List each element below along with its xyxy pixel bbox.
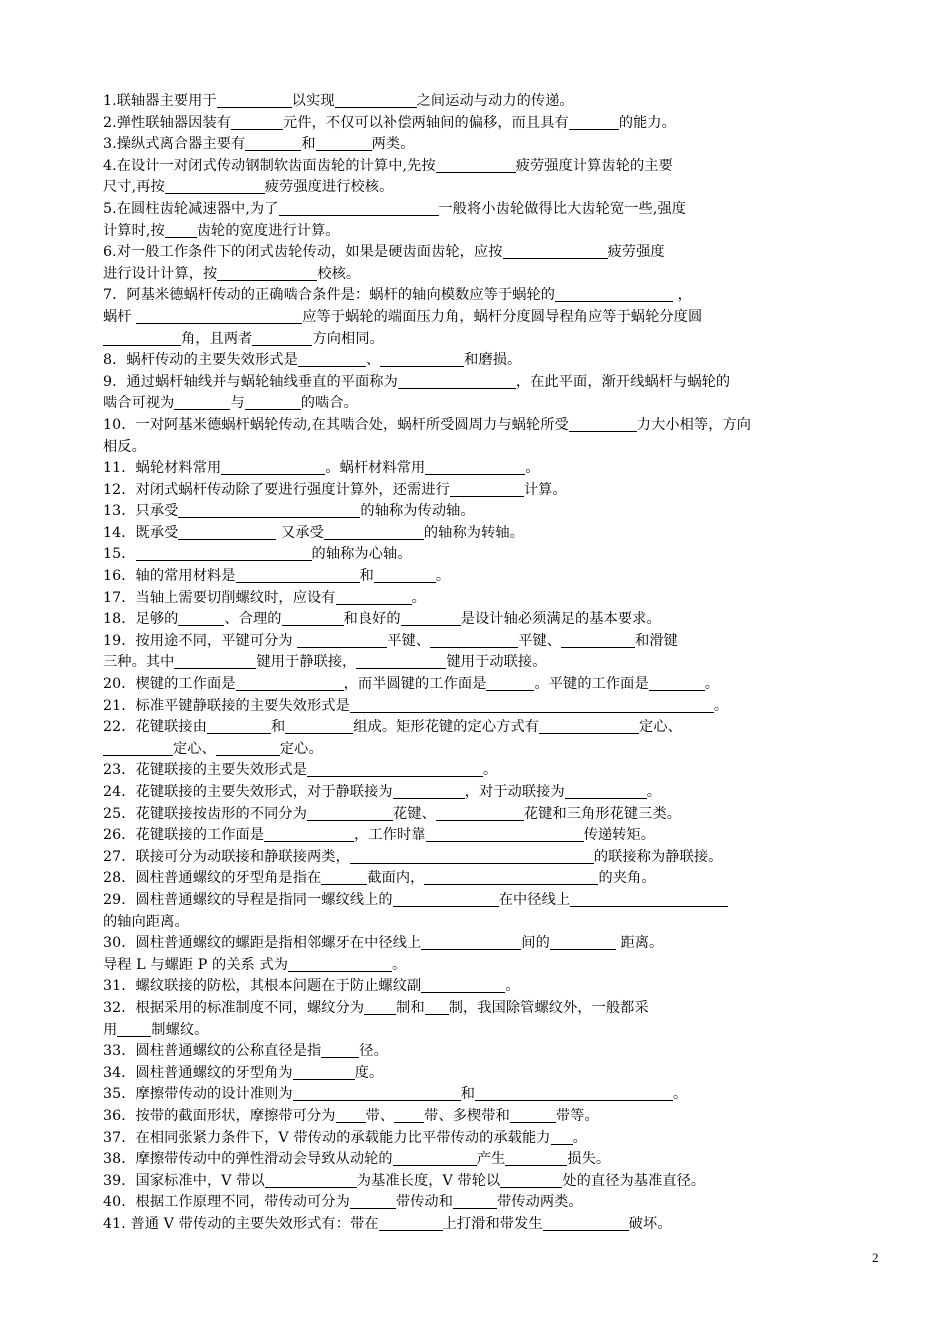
line-text: 产生 (476, 1151, 506, 1168)
answer-blank (165, 222, 197, 238)
line-text: 35．摩擦带传动的设计准则为 (103, 1086, 293, 1103)
line-text: 。 (646, 784, 662, 800)
line-text: 27．联接可分为动联接和静联接两类， (103, 848, 350, 865)
line-text: 。 (673, 1086, 688, 1103)
line-text: 。蜗杆材料常用 (325, 460, 426, 477)
answer-blank (174, 653, 256, 669)
line-text: 与 (230, 395, 245, 412)
answer-blank (569, 114, 619, 130)
answer-blank (103, 740, 173, 756)
line-text: 平键、 (518, 632, 562, 649)
text-line (103, 242, 823, 264)
line-text: 11．蜗轮材料常用 (103, 460, 222, 477)
line-text: 18．足够的 (103, 611, 179, 628)
line-text: 制螺纹。 (151, 1021, 209, 1038)
answer-blank (551, 1129, 573, 1145)
answer-blank (288, 956, 392, 972)
answer-blank (231, 114, 283, 130)
line-text: 、 (365, 352, 381, 369)
text-line (103, 998, 823, 1020)
line-text: 6.对一般工作条件下的闭式齿轮传动，如果是硬齿面齿轮，应按 (103, 244, 503, 261)
line-text: 力大小相等，方向 (636, 416, 752, 433)
line-text: 校核。 (317, 265, 361, 282)
answer-blank (217, 265, 317, 281)
line-text: ，工作时靠 (354, 827, 426, 844)
line-text: 1.联轴器主要用于 (103, 93, 217, 109)
answer-blank (117, 1021, 151, 1037)
line-text: 以实现 (291, 93, 335, 109)
line-text: 损失。 (567, 1151, 611, 1168)
text-line (103, 760, 823, 782)
answer-blank (380, 351, 464, 367)
line-text: 距离。 (615, 935, 664, 952)
line-text: 的联接称为静联接。 (593, 848, 723, 865)
answer-blank (436, 805, 524, 821)
text-line (103, 307, 823, 329)
answer-blank (178, 610, 224, 626)
line-text: 三种。其中 (103, 654, 175, 671)
line-text: 角，且两者 (181, 330, 253, 347)
text-line (103, 825, 823, 847)
answer-blank (207, 718, 271, 734)
answer-blank (236, 567, 360, 583)
answer-blank (245, 135, 301, 151)
line-text: 蜗杆 (103, 308, 137, 325)
text-line (103, 868, 823, 890)
text-line (103, 415, 823, 437)
text-line (103, 609, 823, 631)
text-line (103, 113, 823, 135)
line-text: 元件，不仅可以补偿两轴间的偏移，而且具有 (283, 114, 569, 131)
answer-blank (321, 869, 367, 885)
line-text: 、合理的 (224, 611, 282, 628)
line-text: 疲劳强度 (607, 244, 665, 261)
text-line (103, 1106, 823, 1128)
line-text: 用 (103, 1021, 118, 1038)
line-text: 的轴称为转轴。 (423, 524, 524, 541)
answer-blank (236, 675, 344, 691)
text-line (103, 350, 823, 372)
line-text: 10．一对阿基米德蜗杆蜗轮传动,在其啮合处，蜗杆所受圆周力与蜗轮所受 (103, 416, 569, 433)
answer-blank (178, 524, 276, 540)
text-line (103, 134, 823, 156)
line-text: 疲劳强度进行校核。 (264, 179, 394, 196)
line-text: 的夹角。 (598, 870, 656, 887)
answer-blank (424, 869, 598, 885)
line-text: 又承受 (276, 524, 324, 541)
line-text: 40．根据工作原理不同，带传动可分为 (103, 1194, 350, 1211)
text-line (103, 1214, 823, 1236)
line-text: 26．花键联接的工作面是 (103, 827, 265, 844)
line-text: 破坏。 (628, 1215, 672, 1232)
text-line (103, 264, 823, 286)
line-text: 8．蜗杆传动的主要失效形式是 (103, 352, 298, 369)
answer-blank (374, 567, 436, 583)
line-text: 的轴称为传动轴。 (360, 503, 475, 520)
text-line (103, 847, 823, 869)
line-text: 21．标准平键静联接的主要失效形式是 (103, 697, 350, 714)
answer-blank (293, 1085, 461, 1101)
line-text: 。 (572, 1129, 587, 1146)
line-text: 25．花键联接按齿形的不同分为 (103, 805, 307, 822)
text-line (103, 458, 823, 480)
line-text: 2.弹性联轴器因装有 (103, 114, 232, 131)
line-text: 。 (525, 460, 540, 477)
answer-blank (217, 92, 292, 108)
answer-blank (543, 1215, 629, 1231)
answer-blank (297, 632, 387, 648)
text-line (103, 1084, 823, 1106)
line-text: 29．圆柱普通螺纹的导程是指同一螺纹线上的 (103, 891, 393, 908)
answer-blank (336, 1107, 366, 1123)
line-text: 一般将小齿轮做得比大齿轮宽一些,强度 (438, 200, 687, 217)
line-text: 之间运动与动力的传递。 (416, 93, 574, 109)
answer-blank (421, 934, 521, 950)
text-line (103, 1020, 823, 1042)
answer-blank (561, 632, 635, 648)
line-text: 处的直径为基准直径。 (562, 1172, 706, 1189)
answer-blank (316, 135, 372, 151)
answer-blank (307, 805, 393, 821)
line-text: 31．螺纹联接的防松，其根本问题在于防止螺纹副 (103, 978, 422, 995)
line-text: 和 (460, 1086, 476, 1103)
line-text: 进行设计计算，按 (103, 265, 218, 282)
line-text: 和 (270, 719, 286, 736)
line-text: 24．花键联接的主要失效形式，对于静联接为 (103, 784, 393, 800)
line-text: 39．国家标准中，V 带以 (103, 1172, 265, 1189)
text-line (103, 1171, 823, 1193)
answer-blank (398, 373, 516, 389)
answer-blank (216, 740, 280, 756)
line-text: 啮合可视为 (103, 395, 175, 412)
line-text: ， (673, 287, 692, 304)
line-text: 的啮合。 (300, 395, 358, 412)
answer-blank (264, 826, 354, 842)
line-text: 14．既承受 (103, 524, 179, 541)
line-text: 齿轮的宽度进行计算。 (196, 222, 340, 239)
answer-blank (486, 675, 534, 691)
line-text: 33．圆柱普通螺纹的公称直径是指 (103, 1043, 322, 1060)
line-text: 上打滑和带发生 (442, 1215, 543, 1232)
line-text: 的轴向距离。 (103, 913, 189, 930)
answer-blank (324, 524, 424, 540)
answer-blank (103, 330, 181, 346)
line-text: 带传动两类。 (497, 1194, 583, 1211)
text-line (103, 437, 823, 459)
answer-blank (282, 610, 344, 626)
line-text: 9．通过蜗杆轴线并与蜗轮轴线垂直的平面称为 (103, 373, 398, 390)
line-text: 。平键的工作面是 (534, 676, 649, 693)
line-text: 制，我国除管螺纹外，一般都采 (448, 999, 649, 1016)
line-text: 和良好的 (343, 611, 401, 628)
answer-blank (393, 1150, 477, 1166)
answer-blank (425, 999, 449, 1015)
line-text: 36．按带的截面形状，摩擦带可分为 (103, 1107, 336, 1124)
answer-blank (178, 502, 360, 518)
line-text: 度。 (354, 1064, 384, 1081)
line-text: 22．花键联接由 (103, 719, 207, 736)
line-text: 花键、 (393, 805, 436, 822)
line-text: 。 (392, 956, 407, 973)
line-text: 41. 普通 V 带传动的主要失效形式有：带在 (103, 1215, 379, 1232)
question-list (103, 91, 823, 1235)
answer-blank (356, 653, 446, 669)
text-line (103, 1192, 823, 1214)
answer-blank (307, 761, 483, 777)
answer-blank (430, 632, 518, 648)
line-text: 38．摩擦带传动中的弹性滑动会导致从动轮的 (103, 1151, 393, 1168)
answer-blank (393, 783, 465, 799)
answer-blank (350, 697, 714, 713)
answer-blank (500, 1172, 562, 1188)
text-line (103, 91, 823, 113)
answer-blank (505, 1150, 567, 1166)
text-line (103, 588, 823, 610)
answer-blank (252, 330, 312, 346)
line-text: 制和 (396, 999, 425, 1016)
text-line (103, 631, 823, 653)
line-text: 32．根据采用的标准制度不同，螺纹分为 (103, 999, 365, 1016)
line-text: 应等于蜗轮的端面压力角，蜗杆分度圆导程角应等于蜗轮分度圆 (302, 308, 703, 325)
answer-blank (475, 1085, 673, 1101)
answer-blank (550, 934, 616, 950)
line-text: 7．阿基米德蜗杆传动的正确啮合条件是：蜗杆的轴向模数应等于蜗轮的 (103, 287, 556, 304)
line-text: 是设计轴必须满足的基本要求。 (460, 611, 661, 628)
text-line (103, 329, 823, 351)
text-line (103, 933, 823, 955)
line-text: 键用于静联接， (256, 654, 357, 671)
answer-blank (426, 826, 584, 842)
line-text: 16．轴的常用材料是 (103, 568, 236, 585)
text-line (103, 976, 823, 998)
text-line (103, 1063, 823, 1085)
answer-blank (350, 1193, 396, 1209)
line-text: 34．圆柱普通螺纹的牙型角为 (103, 1064, 293, 1081)
text-line (103, 739, 823, 761)
answer-blank (421, 977, 505, 993)
line-text: 3.操纵式离合器主要有 (103, 136, 246, 153)
line-text: 和 (301, 136, 316, 153)
answer-blank (364, 999, 396, 1015)
text-line (103, 566, 823, 588)
text-line (103, 696, 823, 718)
line-text: 间的 (521, 935, 550, 952)
text-line (103, 1149, 823, 1171)
text-line (103, 955, 823, 977)
answer-blank (394, 1107, 424, 1123)
line-text: 15． (103, 546, 136, 563)
line-text: 37．在相同张紧力条件下，V 带传动的承载能力比平带传动的承载能力 (103, 1129, 551, 1146)
answer-blank (335, 92, 417, 108)
line-text: 28．圆柱普通螺纹的牙型角是指在 (103, 870, 322, 887)
text-line (103, 1128, 823, 1150)
answer-blank (425, 459, 525, 475)
answer-blank (265, 1172, 357, 1188)
line-text: 和 (359, 568, 374, 585)
line-text: 组成。矩形花键的定心方式有 (353, 719, 540, 736)
text-line (103, 480, 823, 502)
line-text: 4.在设计一对闭式传动钢制软齿面齿轮的计算中,先按 (103, 157, 436, 174)
text-line (103, 372, 823, 394)
line-text: ，在此平面，渐开线蜗杆与蜗轮的 (515, 373, 731, 390)
line-text: 计算。 (523, 481, 567, 498)
line-text: 两类。 (371, 136, 415, 153)
answer-blank (453, 1193, 497, 1209)
text-line (103, 177, 823, 199)
line-text: 花键和三角形花键三类。 (523, 805, 682, 822)
text-line (103, 652, 823, 674)
answer-blank (569, 416, 637, 432)
answer-blank (401, 610, 461, 626)
line-text: 为基准长度，V 带轮以 (356, 1172, 501, 1189)
text-line (103, 1041, 823, 1063)
text-line (103, 501, 823, 523)
answer-blank (136, 308, 302, 324)
text-line (103, 285, 823, 307)
text-line (103, 912, 823, 934)
answer-blank (436, 157, 516, 173)
line-text: 带等。 (555, 1107, 599, 1124)
line-text: 的轴称为心轴。 (311, 546, 412, 563)
line-text: 传递转矩。 (583, 827, 656, 844)
answer-blank (298, 351, 366, 367)
answer-blank (565, 783, 647, 799)
line-text: 30．圆柱普通螺纹的螺距是指相邻螺牙在中径线上 (103, 935, 422, 952)
line-text: 和磨损。 (464, 352, 522, 369)
answer-blank (570, 891, 728, 907)
line-text: 定心、 (173, 740, 216, 757)
text-line (103, 890, 823, 912)
text-line (103, 523, 823, 545)
answer-blank (539, 718, 639, 734)
answer-blank (285, 718, 353, 734)
answer-blank (293, 1064, 355, 1080)
text-line (103, 782, 823, 804)
line-text: 。 (713, 697, 729, 714)
line-text: 的能力。 (618, 114, 676, 131)
line-text: 带、 (365, 1107, 395, 1124)
answer-blank (649, 675, 705, 691)
answer-blank (510, 1107, 556, 1123)
answer-blank (555, 286, 673, 302)
text-line (103, 221, 823, 243)
answer-blank (379, 1215, 443, 1231)
answer-blank (165, 178, 265, 194)
answer-blank (221, 459, 325, 475)
line-text: 13．只承受 (103, 503, 179, 520)
text-line (103, 393, 823, 415)
line-text: 。 (505, 978, 520, 995)
text-line (103, 156, 823, 178)
line-text: 带、多楔带和 (424, 1107, 510, 1124)
line-text: 截面内， (367, 870, 425, 887)
line-text: 12．对闭式蜗杆传动除了要进行强度计算外，还需进行 (103, 481, 450, 498)
line-text: 17．当轴上需要切削螺纹时，应设有 (103, 589, 336, 606)
line-text: 。 (411, 589, 426, 606)
page-number: 2 (872, 1250, 879, 1265)
line-text: 疲劳强度计算齿轮的主要 (515, 157, 673, 174)
line-text: 带传动和 (395, 1194, 454, 1211)
line-text: 键用于动联接。 (446, 654, 547, 671)
answer-blank (174, 394, 230, 410)
line-text: ，对于动联接为 (464, 784, 565, 800)
line-text: 19．按用途不同，平键可分为 (103, 632, 298, 649)
line-text: 方向相同。 (312, 330, 384, 347)
line-text: 5.在圆柱齿轮减速器中,为了 (103, 200, 279, 217)
answer-blank (136, 545, 312, 561)
line-text: 计算时,按 (103, 222, 165, 239)
answer-blank (245, 394, 301, 410)
answer-blank (450, 481, 524, 497)
line-text: 和滑键 (635, 632, 678, 649)
text-line (103, 544, 823, 566)
line-text: 23．花键联接的主要失效形式是 (103, 762, 307, 779)
line-text: ，而半圆键的工作面是 (343, 676, 487, 693)
line-text: 定心。 (279, 740, 323, 757)
line-text: 尺寸,再按 (103, 179, 165, 196)
answer-blank (321, 1042, 359, 1058)
line-text: 20．楔键的工作面是 (103, 676, 236, 693)
answer-blank (393, 891, 499, 907)
answer-blank (336, 589, 412, 605)
answer-blank (503, 243, 608, 259)
line-text: 相反。 (103, 438, 146, 455)
line-text: 径。 (359, 1043, 388, 1060)
text-line (103, 674, 823, 696)
line-text: 定心、 (639, 719, 682, 736)
answer-blank (350, 848, 594, 864)
line-text: 。 (704, 676, 720, 693)
line-text: 。 (483, 762, 498, 779)
answer-blank (279, 200, 439, 216)
text-line (103, 199, 823, 221)
text-line (103, 804, 823, 826)
text-line (103, 717, 823, 739)
line-text: 在中径线上 (498, 891, 571, 908)
line-text: 平键、 (387, 632, 431, 649)
line-text: 。 (435, 568, 451, 585)
line-text: 导程 L 与螺距 P 的关系 式为 (103, 956, 289, 973)
